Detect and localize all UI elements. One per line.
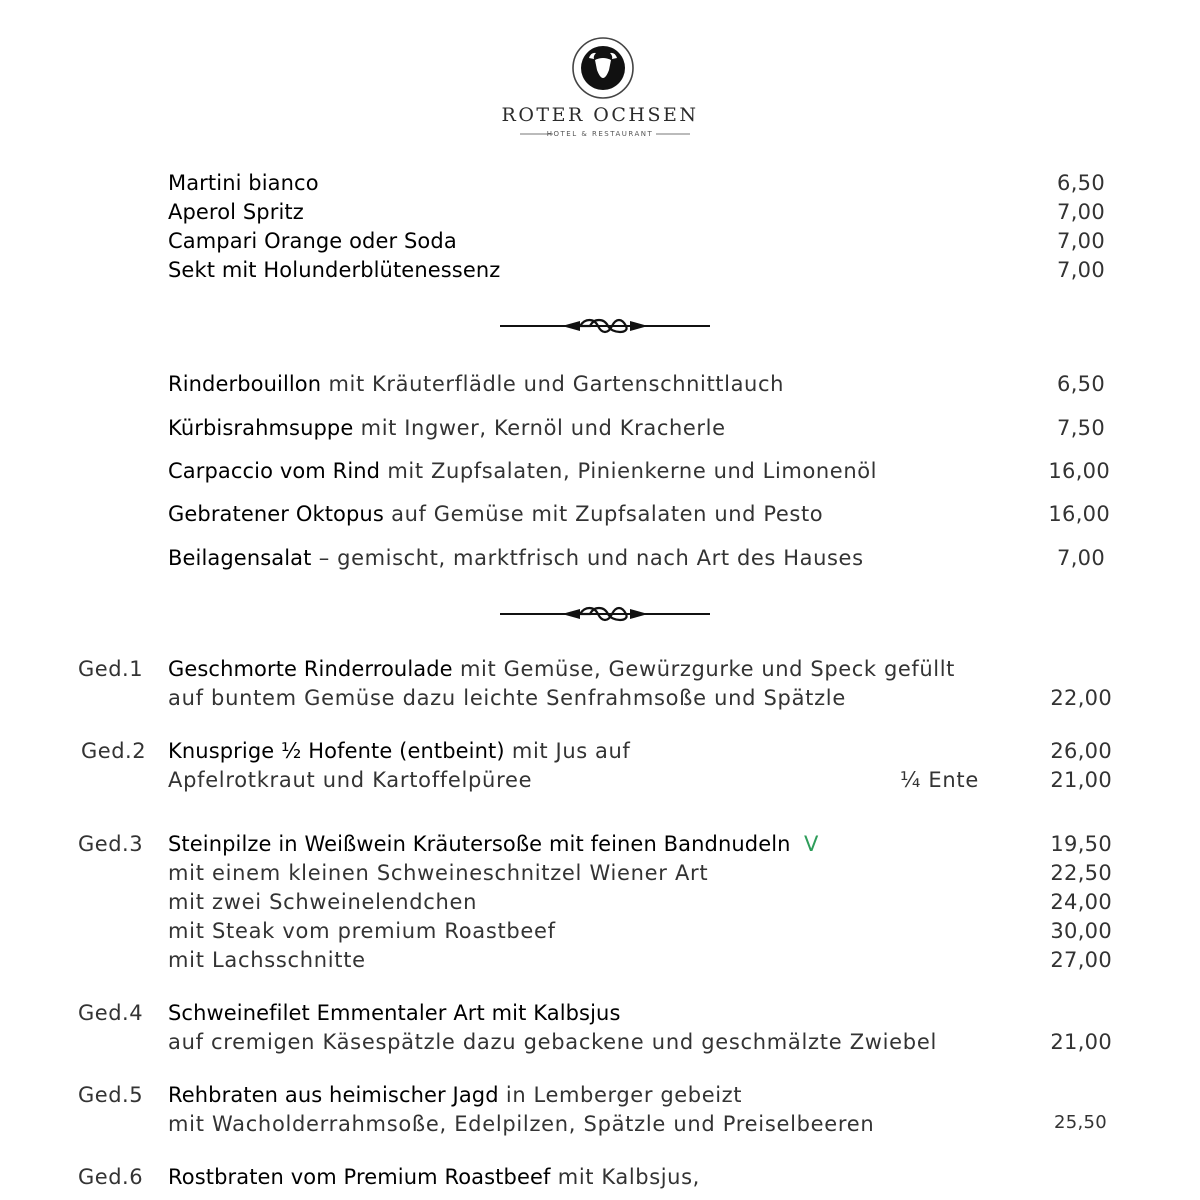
dish-title: Rehbraten aus heimischer Jagd in Lemberger gebeizt [168, 1083, 743, 1107]
dish-description: auf buntem Gemüse dazu leichte Senfrahmsoße und Spätzle [168, 686, 846, 710]
item-price: 7,00 [1057, 258, 1105, 282]
vegetarian-badge: V [803, 832, 819, 856]
item-price: 26,00 [1050, 739, 1112, 763]
item-price: 30,00 [1050, 919, 1112, 943]
dish-option: mit Steak vom premium Roastbeef [168, 919, 556, 943]
item-price: 22,50 [1050, 861, 1112, 885]
dish-code: Ged.1 [78, 657, 144, 681]
item-price: 21,00 [1050, 1030, 1112, 1054]
dish-option: mit Lachsschnitte [168, 948, 366, 972]
list-item: Carpaccio vom Rind mit Zupfsalaten, Pinienkerne und Limonenöl [168, 459, 878, 483]
item-price: 27,00 [1050, 948, 1112, 972]
logo [0, 0, 1200, 150]
list-item: Kürbisrahmsuppe mit Ingwer, Kernöl und Kracherle [168, 416, 726, 440]
item-price: 16,00 [1048, 502, 1110, 526]
dish-code: Ged.3 [78, 832, 144, 856]
list-item: Gebratener Oktopus auf Gemüse mit Zupfsalaten und Pesto [168, 502, 824, 526]
dish-title: Geschmorte Rinderroulade mit Gemüse, Gewürzgurke und Speck gefüllt [168, 657, 956, 681]
dish-code: Ged.4 [78, 1001, 144, 1025]
ornament-divider-icon [500, 606, 710, 622]
dish-title: Knusprige ½ Hofente (entbeint) mit Jus auf [168, 739, 631, 763]
dish-description: Apfelrotkraut und Kartoffelpüree [168, 768, 533, 792]
dish-title: Steinpilze in Weißwein Kräutersoße mit feinen Bandnudeln V [168, 832, 819, 856]
list-item: Martini bianco [168, 171, 319, 195]
item-price: 7,50 [1057, 416, 1105, 440]
dish-code: Ged.2 [81, 739, 147, 763]
list-item: Campari Orange oder Soda [168, 229, 457, 253]
list-item: Rinderbouillon mit Kräuterflädle und Gartenschnittlauch [168, 372, 785, 396]
list-item: Sekt mit Holunderblütenessenz [168, 258, 501, 282]
brand-subtitle: HOTEL & RESTAURANT [546, 130, 654, 138]
dish-code: Ged.6 [78, 1165, 144, 1189]
dish-description: auf cremigen Käsespätzle dazu gebackene und geschmälzte Zwiebel [168, 1030, 937, 1054]
dish-code: Ged.5 [78, 1083, 144, 1107]
item-price: 21,00 [1050, 768, 1112, 792]
dish-option: mit einem kleinen Schweineschnitzel Wiener Art [168, 861, 709, 885]
item-price: 7,00 [1057, 229, 1105, 253]
item-price: 7,00 [1057, 546, 1105, 570]
brand-name: ROTER OCHSEN [501, 104, 699, 126]
list-item: Beilagensalat – gemischt, marktfrisch und nach Art des Hauses [168, 546, 864, 570]
item-price: 25,50 [1053, 1112, 1107, 1133]
list-item: Aperol Spritz [168, 200, 304, 224]
ornament-divider-icon [500, 318, 710, 334]
dish-option: mit zwei Schweinelendchen [168, 890, 478, 914]
dish-description: mit Wacholderrahmsoße, Edelpilzen, Spätzle und Preiselbeeren [168, 1112, 875, 1136]
item-price: 16,00 [1048, 459, 1110, 483]
item-price: 6,50 [1057, 372, 1105, 396]
item-price: 24,00 [1050, 890, 1112, 914]
dish-title: Rostbraten vom Premium Roastbeef mit Kalbsjus, [168, 1165, 700, 1189]
dish-title: Schweinefilet Emmentaler Art mit Kalbsjus [168, 1001, 621, 1025]
item-price: 22,00 [1050, 686, 1112, 710]
item-price: 6,50 [1057, 171, 1105, 195]
item-price: 19,50 [1050, 832, 1112, 856]
portion-note: ¼ Ente [900, 768, 979, 792]
item-price: 7,00 [1057, 200, 1105, 224]
